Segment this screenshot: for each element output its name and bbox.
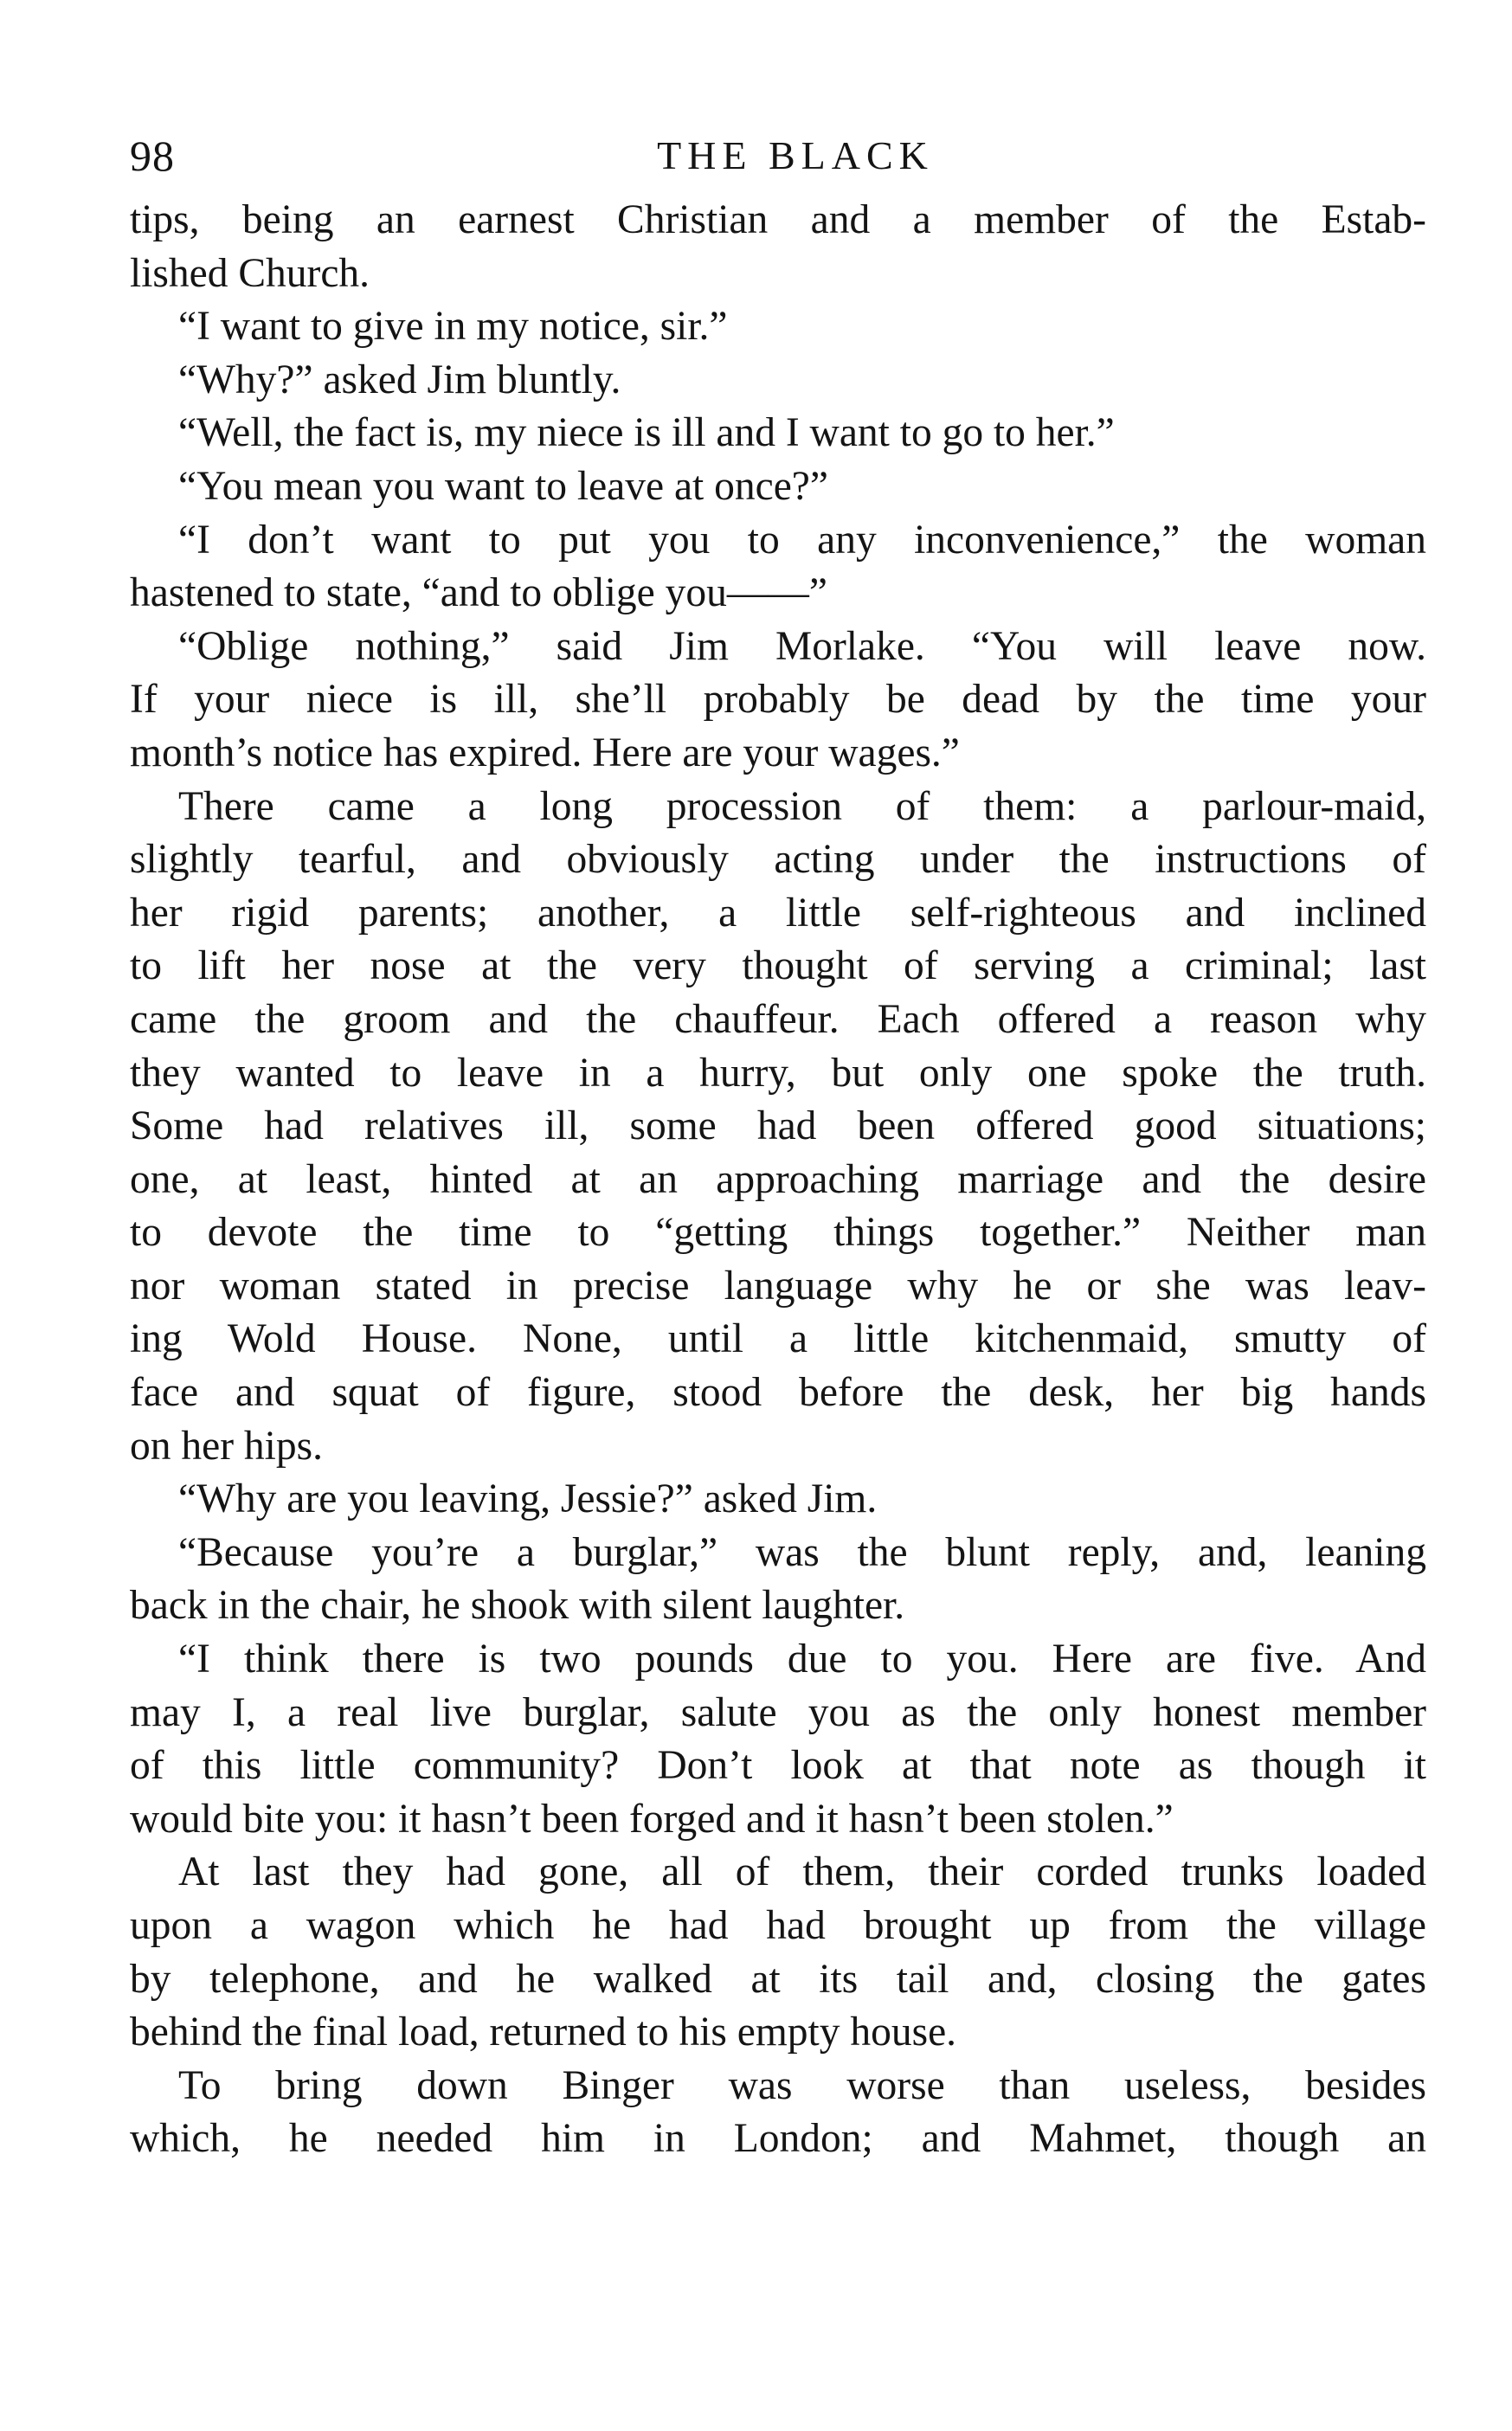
text-line: hastened to state, “and to oblige you——” (130, 570, 827, 616)
text-line: There came a long procession of them: a parlour-maid, (178, 783, 1426, 829)
text-line: “Why?” asked Jim bluntly. (178, 357, 621, 402)
text-line: ing Wold House. None, until a little kitchenmaid, smutty of (130, 1316, 1426, 1362)
text-line: her rigid parents; another, a little self-righteous and inclined (130, 890, 1426, 936)
text-line: slightly tearful, and obviously acting under the instructions of (130, 837, 1426, 883)
text-line: back in the chair, he shook with silent laughter. (130, 1583, 905, 1629)
text-line: which, he needed him in London; and Mahmet, though an (130, 2116, 1426, 2162)
text-line: to devote the time to “getting things together.” Neither man (130, 1210, 1426, 1256)
text-line: came the groom and the chauffeur. Each offered a reason why (130, 996, 1426, 1042)
text-line: “Why are you leaving, Jessie?” asked Jim. (178, 1476, 878, 1522)
text-line: To bring down Binger was worse than useless, besides (178, 2062, 1426, 2108)
text-line: behind the final load, returned to his empty house. (130, 2010, 957, 2055)
text-line: “I think there is two pounds due to you. Here are five. And (178, 1637, 1426, 1682)
text-line: upon a wagon which he had had brought up from the village (130, 1903, 1426, 1948)
text-line: “Well, the fact is, my niece is ill and I want to go to her.” (178, 410, 1115, 456)
text-line: by telephone, and he walked at its tail and, closing the gates (130, 1956, 1426, 2002)
text-line: of this little community? Don’t look at that note as though it (130, 1743, 1426, 1789)
text-line: would bite you: it hasn’t been forged and it hasn’t been stolen.” (130, 1796, 1174, 1842)
text-line: “Oblige nothing,” said Jim Morlake. “You will leave now. (178, 623, 1426, 669)
page-number: 98 (130, 132, 175, 180)
text-line: lished Church. (130, 250, 370, 296)
running-title: THE BLACK (657, 133, 934, 177)
text-line: “Because you’re a burglar,” was the blunt reply, and, leaning (178, 1529, 1426, 1575)
text-line: on her hips. (130, 1423, 323, 1469)
text-line: tips, being an earnest Christian and a member of the Estab- (130, 197, 1426, 242)
text-line: they wanted to leave in a hurry, but only one spoke the truth. (130, 1050, 1426, 1096)
text-line: one, at least, hinted at an approaching marriage and the desire (130, 1156, 1426, 1202)
text-line: to lift her nose at the very thought of serving a criminal; last (130, 943, 1426, 989)
text-line: Some had relatives ill, some had been offered good situations; (130, 1103, 1426, 1149)
text-line: face and squat of figure, stood before the desk, her big hands (130, 1370, 1426, 1416)
text-line: “I don’t want to put you to any inconvenience,” the woman (178, 517, 1426, 563)
text-line: At last they had gone, all of them, their corded trunks loaded (178, 1849, 1426, 1895)
text-line: “You mean you want to leave at once?” (178, 463, 828, 509)
text-line: month’s notice has expired. Here are your wages.” (130, 730, 960, 775)
text-line: nor woman stated in precise language why he or she was leav- (130, 1263, 1426, 1309)
text-line: If your niece is ill, she’ll probably be dead by the time your (130, 677, 1426, 723)
running-head (130, 130, 1426, 194)
book-page (130, 130, 1426, 2207)
text-line: “I want to give in my notice, sir.” (178, 304, 728, 350)
body-text (130, 194, 1426, 2166)
text-line: may I, a real live burglar, salute you as the only honest member (130, 1689, 1426, 1735)
